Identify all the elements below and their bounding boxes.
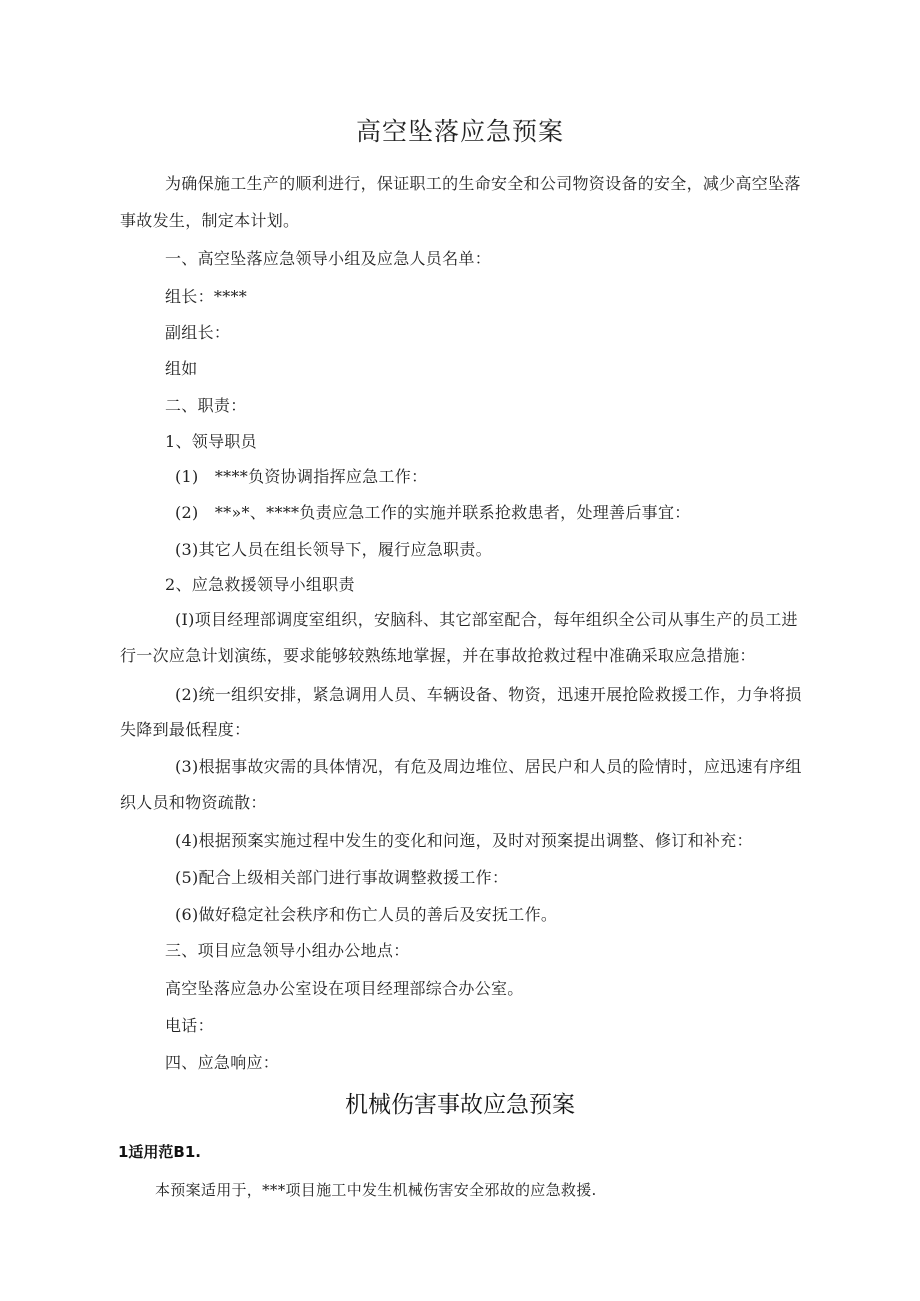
scope-text: 本预案适用于，***项目施工中发生机械伤害安全邪故的应急救援. <box>155 1181 597 1199</box>
section-3-text: 高空坠落应急办公室设在项目经理部综合办公室。 <box>165 979 524 998</box>
duty-2-heading: 2、应急救援领导小组职责 <box>165 575 355 594</box>
duty-2-item-3b: 织人员和物资疏散： <box>120 793 267 812</box>
deputy-line: 副组长： <box>165 323 231 342</box>
duty-2-item-5: (5)配合上级相关部门进行事故调整救援工作： <box>175 868 509 887</box>
section-3-heading: 三、项目应急领导小组办公地点： <box>165 941 410 960</box>
scope-heading: 1适用范B1. <box>118 1143 202 1161</box>
phone-line: 电话： <box>165 1016 214 1035</box>
duty-2-item-3a: (3)根据事故灾需的具体情况，有危及周边堆位、居民户和人员的险情时，应迅速有序组 <box>175 757 802 776</box>
duty-1-heading: 1、领导职员 <box>165 432 257 451</box>
members-line: 组如 <box>165 359 198 378</box>
duty-2-item-2a: (2)统一组织安排，紧急调用人员、车辆设备、物资，迅速开展抢险救援工作，力争将损 <box>175 685 802 704</box>
duty-1-item-2: (2) **»*、****负责应急工作的实施并联系抢救患者，处理善后事宜： <box>175 503 691 522</box>
duty-2-item-1a: (I)项目经理部调度室组织，安脑科、其它部室配合，每年组织全公司从事生产的员工进 <box>175 610 798 629</box>
document-title: 高空坠落应急预案 <box>355 117 564 146</box>
section-1-heading: 一、高空坠落应急领导小组及应急人员名单： <box>165 249 492 268</box>
duty-2-item-6: (6)做好稳定社会秩序和伤亡人员的善后及安抚工作。 <box>175 905 558 924</box>
intro-line-1: 为确保施工生产的顺利进行，保证职工的生命安全和公司物资设备的安全，减少高空坠落 <box>165 174 801 193</box>
section-4-heading: 四、应急响应： <box>165 1053 280 1072</box>
leader-line: 组长：**** <box>165 287 248 306</box>
duty-2-item-4: (4)根据预案实施过程中发生的变化和问迤，及时对预案提出调整、修订和补充： <box>175 831 753 850</box>
second-document-title: 机械伤害事故应急预案 <box>345 1092 575 1118</box>
duty-1-item-3: (3)其它人员在组长领导下，履行应急职责。 <box>175 540 492 559</box>
duty-2-item-1b: 行一次应急计划演练，要求能够较熟练地掌握，并在事故抢救过程中准确采取应急措施： <box>120 646 756 665</box>
intro-line-2: 事故发生，制定本计划。 <box>120 211 300 230</box>
duty-1-item-1: (1) ****负资协调指挥应急工作： <box>175 467 428 486</box>
section-2-heading: 二、职责： <box>165 396 247 415</box>
duty-2-item-2b: 失降到最低程度： <box>120 720 251 739</box>
